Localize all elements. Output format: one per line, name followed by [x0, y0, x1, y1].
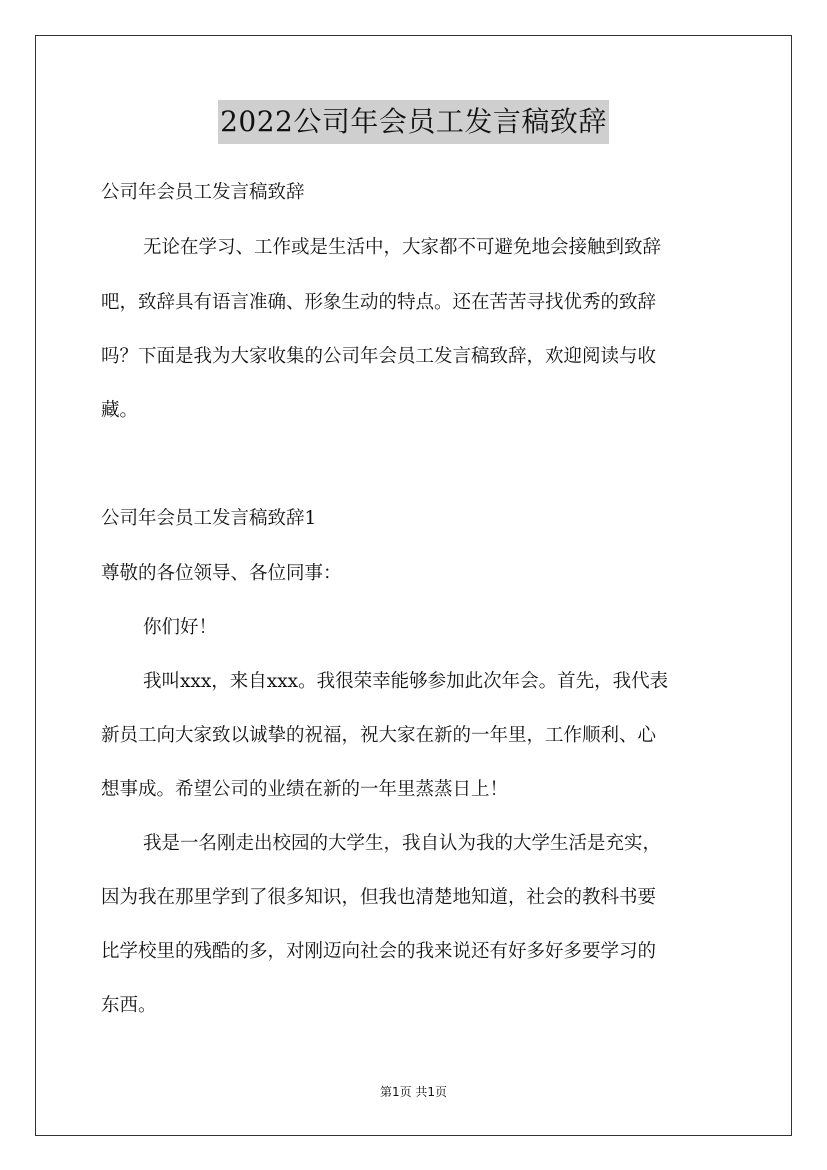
intro-line-4: 藏。	[101, 400, 139, 421]
body-line-3: 想事成。希望公司的业绩在新的一年里蒸蒸日上！	[101, 779, 509, 800]
body-line-5: 因为我在那里学到了很多知识，但我也清楚地知道，社会的教科书要	[101, 887, 657, 908]
title-wrap	[0, 100, 827, 144]
document-title: 2022公司年会员工发言稿致辞	[218, 100, 609, 144]
intro-line-2: 吧，致辞具有语言准确、形象生动的特点。还在苦苦寻找优秀的致辞	[101, 292, 657, 313]
subtitle-line: 公司年会员工发言稿致辞	[101, 182, 305, 203]
page-footer: 第1页 共1页	[379, 1085, 448, 1099]
body-line-7: 东西。	[101, 995, 157, 1016]
body-line-6: 比学校里的残酷的多，对刚迈向社会的我来说还有好多好多要学习的	[101, 941, 657, 962]
body-line-2: 新员工向大家致以诚挚的祝福，祝大家在新的一年里，工作顺利、心	[101, 725, 657, 746]
section-heading: 公司年会员工发言稿致辞1	[101, 508, 317, 529]
intro-line-1: 无论在学习、工作或是生活中，大家都不可避免地会接触到致辞	[143, 237, 662, 258]
body-line-4: 我是一名刚走出校园的大学生，我自认为我的大学生活是充实，	[143, 833, 662, 854]
intro-line-3: 吗？下面是我为大家收集的公司年会员工发言稿致辞，欢迎阅读与收	[101, 346, 657, 367]
body-line-1: 我叫xxx，来自xxx。我很荣幸能够参加此次年会。首先，我代表	[143, 671, 669, 692]
greeting-line: 你们好！	[143, 617, 218, 638]
salutation-line: 尊敬的各位领导、各位同事：	[101, 563, 342, 584]
